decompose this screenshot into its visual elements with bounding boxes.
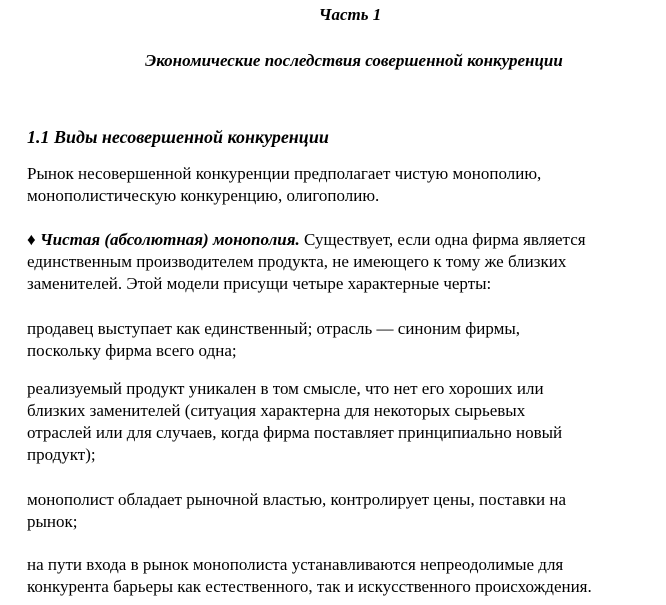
paragraph-line: реализуемый продукт уникален в том смысле, что нет его хороших или — [27, 379, 544, 398]
paragraph-line: поскольку фирма всего одна; — [27, 341, 237, 360]
paragraph-feature-3 — [27, 489, 659, 533]
paragraph-text: Существует, если одна фирма является — [299, 230, 586, 249]
section-title: 1.1 Виды несовершенной конкуренции — [27, 127, 329, 147]
part-title: Часть 1 — [318, 5, 382, 24]
paragraph-line: заменителей. Этой модели присущи четыре характерные черты: — [27, 274, 492, 293]
paragraph-line: Рынок несовершенной конкуренции предполагает чистую монополию, — [27, 164, 542, 183]
paragraph-line: продавец выступает как единственный; отрасль — синоним фирмы, — [27, 319, 521, 338]
paragraph-line: рынок; — [27, 512, 78, 531]
paragraph-line: на пути входа в рынок монополиста устанавливаются непреодолимые для — [27, 555, 564, 574]
paragraph-feature-4 — [27, 554, 659, 598]
paragraph-feature-1 — [27, 318, 659, 362]
paragraph-line: конкурента барьеры как естественного, так и искусственного происхождения. — [27, 577, 592, 596]
paragraph-line: продукт); — [27, 445, 96, 464]
paragraph-feature-2 — [27, 378, 659, 466]
diamond-bullet-icon: ♦ — [27, 230, 36, 249]
paragraph-pure-monopoly — [27, 229, 659, 295]
paragraph-line: монополист обладает рыночной властью, контролирует цены, поставки на — [27, 490, 566, 509]
paragraph-line: монополистическую конкуренцию, олигополию. — [27, 186, 380, 205]
paragraph-line — [27, 229, 659, 251]
chapter-title: Экономические последствия совершенной конкуренции — [145, 51, 563, 70]
paragraph-line: отраслей или для случаев, когда фирма поставляет принципиально новый — [27, 423, 563, 442]
paragraph-line: близких заменителей (ситуация характерна для некоторых сырьевых — [27, 401, 526, 420]
term-pure-monopoly: Чистая (абсолютная) монополия. — [39, 230, 300, 249]
paragraph-line: единственным производителем продукта, не имеющего к тому же близких — [27, 252, 567, 271]
paragraph-intro — [27, 163, 659, 207]
